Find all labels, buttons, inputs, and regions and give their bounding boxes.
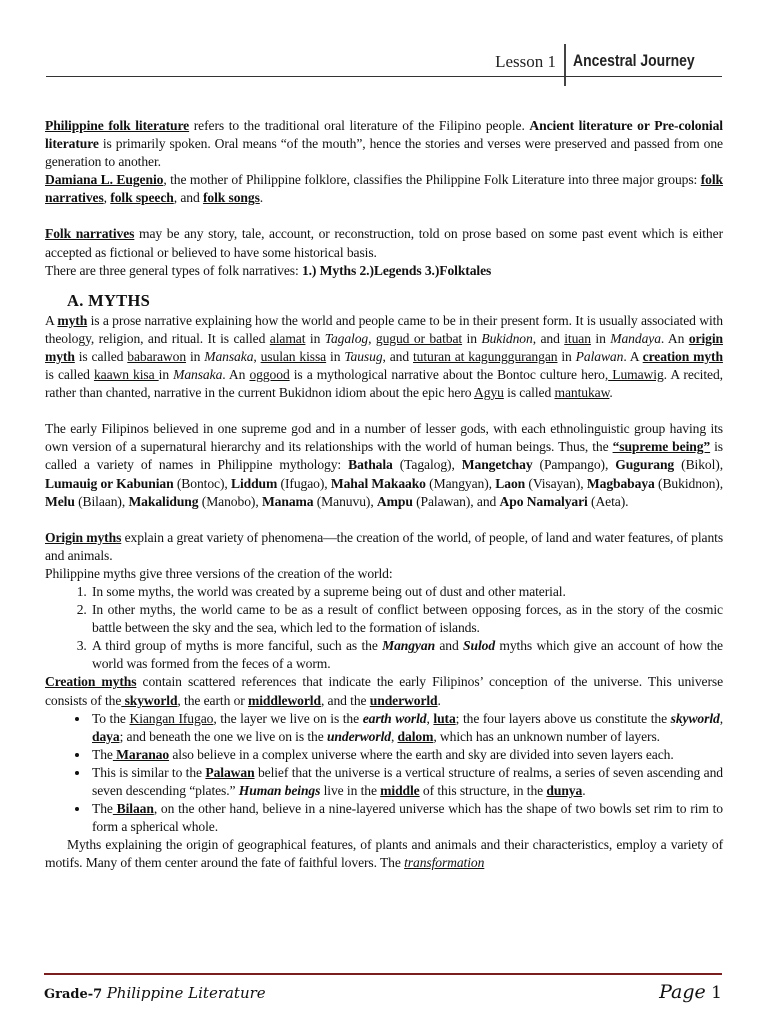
spacer — [45, 280, 723, 290]
text: (Manuvu), — [313, 493, 377, 509]
text: , — [368, 330, 376, 346]
text: (Pampango), — [532, 457, 616, 473]
text: . — [259, 190, 264, 206]
term: “supreme being” — [612, 439, 711, 455]
text: To the — [92, 710, 130, 726]
list-item — [90, 800, 723, 836]
term: dalom — [397, 728, 434, 744]
deity-name: Laon — [495, 475, 526, 491]
text: in — [305, 330, 325, 346]
deity-name: Manama — [261, 493, 314, 509]
text: and — [435, 638, 464, 654]
list-item — [90, 710, 723, 746]
spacer — [45, 402, 723, 420]
text: A third group of myths is more fanciful, such as the — [92, 638, 383, 654]
term: 1.) Myths 2.)Legends 3.)Folktales — [301, 262, 492, 278]
text: This is similar to the — [92, 764, 206, 780]
term: middleworld — [248, 692, 321, 708]
text: is a mythological narrative about the Bontoc culture hero, — [289, 367, 609, 383]
term: origin myth — [45, 330, 723, 364]
text: belief that the universe is a vertical structure of realms, a series of seven ascending and seven descending “plates.” — [92, 764, 723, 798]
term: skyworld — [121, 692, 178, 708]
term: Folk narratives — [45, 226, 135, 242]
origin-paragraph — [45, 529, 723, 565]
term: Damiana L. Eugenio — [45, 172, 164, 188]
text: (Aeta). — [587, 493, 629, 509]
eugenio-paragraph — [45, 171, 723, 207]
page-number: 1 — [705, 983, 722, 1003]
term: usulan kissa — [260, 348, 327, 364]
page-header — [0, 0, 768, 100]
list-item — [90, 583, 723, 601]
text: ; and beneath the one we live on is the — [119, 728, 327, 744]
term: Human beings — [238, 783, 321, 798]
text: Myths explaining the origin of geographical features, of plants and animals and their characteristics, employ a variety of motifs. Many of them center around the fate of faithful lovers. The — [45, 837, 723, 871]
text: of this structure, in the — [419, 783, 547, 798]
text: (Bukidnon), — [654, 475, 724, 491]
list-item — [90, 601, 723, 637]
footer-page — [659, 981, 722, 1003]
text: A — [45, 312, 58, 328]
text: . An — [222, 367, 250, 383]
deity-name: Lumauig or Kabunian — [45, 475, 174, 491]
document-body — [45, 117, 723, 872]
term: Sulod — [463, 638, 496, 654]
text: in — [186, 348, 205, 364]
lesson-label: Lesson 1 — [495, 52, 556, 71]
term: Ancient literature or Pre-colonial literature — [45, 118, 723, 152]
term: folk speech — [110, 190, 174, 206]
term: kaawn kisa — [93, 367, 159, 383]
term: underworld — [369, 692, 438, 708]
term: ituan — [564, 330, 591, 346]
text: , the mother of Philippine folklore, classifies the Philippine Folk Literature into three major groups: — [163, 172, 701, 188]
term: Philippine folk literature — [45, 118, 190, 133]
list-item — [90, 764, 723, 800]
text: (Bikol), — [674, 457, 724, 473]
list-item — [90, 637, 723, 673]
text: (Mangyan), — [425, 475, 496, 491]
text: Bukidnon — [481, 330, 533, 346]
term: oggood — [249, 367, 290, 383]
text: , and the — [320, 692, 370, 708]
text: In other myths, the world came to be as a result of conflict between opposing forces, as in the story of the cosmic battle between the sky and the sea, which led to the formation of islands. — [92, 602, 723, 636]
text: (Bilaan), — [74, 493, 129, 509]
deity-name: Mangetchay — [461, 457, 533, 473]
text: , and — [173, 190, 203, 206]
gods-paragraph — [45, 420, 723, 510]
term: folk songs — [202, 190, 260, 206]
text: Mansaka — [173, 367, 223, 383]
header-rule — [46, 76, 722, 77]
term: Creation myths — [45, 674, 137, 690]
spacer — [45, 511, 723, 529]
text: , — [426, 710, 434, 726]
footer-rule — [44, 973, 722, 975]
intro-paragraph — [45, 117, 723, 171]
text: in — [158, 367, 174, 383]
text: . — [437, 692, 441, 708]
text: (Ifugao), — [277, 475, 331, 491]
term: Lumawig — [608, 367, 664, 383]
term: Kiangan Ifugao — [129, 710, 214, 726]
text: , — [390, 728, 398, 744]
text: , the layer we live on is the — [213, 710, 363, 726]
term: alamat — [269, 330, 306, 346]
text: There are three general types of folk narratives: — [45, 262, 302, 278]
term: myth — [57, 312, 88, 328]
text: is primarily spoken. Oral means “of the mouth”, hence the stories and verses were preserved and passed from one generation to another. — [45, 136, 723, 170]
term: Mangyan — [382, 638, 436, 654]
term: underworld — [326, 728, 391, 744]
narratives-paragraph — [45, 225, 723, 261]
myth-paragraph — [45, 312, 723, 402]
deity-name: Mahal Makaako — [330, 475, 426, 491]
text: Tausug — [344, 348, 383, 364]
narrative-types — [45, 262, 723, 280]
text: , and — [382, 348, 413, 364]
spacer — [45, 207, 723, 225]
term: Origin myths — [45, 529, 122, 545]
text: is called a variety of names in Philippine mythology: — [45, 439, 723, 473]
term: gugud or batbat — [375, 330, 463, 346]
lesson-title: Ancestral Journey — [573, 51, 695, 70]
text: (Visayan), — [525, 475, 587, 491]
term: babarawon — [127, 348, 187, 364]
text: Mandaya — [610, 330, 661, 346]
text: ; the four layers above us constitute the — [455, 710, 671, 726]
text: Mansaka — [204, 348, 254, 364]
text: refers to the traditional oral literature of the Filipino people. — [189, 118, 530, 133]
text: in — [557, 348, 576, 364]
text: , and — [532, 330, 565, 346]
creation-paragraph — [45, 673, 723, 709]
universe-bullet-list — [45, 710, 723, 837]
text: Palawan — [575, 348, 624, 364]
deity-name: Gugurang — [615, 457, 675, 473]
text: (Manobo), — [198, 493, 262, 509]
text: , the earth or — [177, 692, 249, 708]
term: middle — [380, 783, 420, 798]
deity-name: Bathala — [348, 457, 393, 473]
text: , on the other hand, believe in a nine-layered universe which has the shape of two bowls set rim to rim to form a spherical whole. — [92, 801, 723, 835]
text: , — [253, 348, 261, 364]
term: mantukaw — [554, 385, 610, 401]
deity-name: Melu — [45, 493, 75, 509]
term: daya — [92, 728, 120, 744]
text: . An — [660, 330, 689, 346]
text: (Bontoc), — [173, 475, 231, 491]
list-item — [90, 746, 723, 764]
text: is called — [45, 367, 94, 383]
text: (Tagalog), — [392, 457, 462, 473]
grade-label: Grade-7 — [44, 987, 107, 1002]
text: . A — [623, 348, 643, 364]
text: in — [326, 348, 345, 364]
closing-paragraph — [45, 836, 723, 872]
term: Agyu — [474, 385, 504, 401]
text: may be any story, tale, account, or reconstruction, told on prose based on some past event which is either accepted as fictional or believed to have some historical basis. — [45, 226, 723, 260]
page-label: Page — [659, 981, 706, 1003]
creation-versions-list — [45, 583, 723, 673]
term: Palawan — [205, 764, 255, 780]
term: earth world — [362, 710, 427, 726]
text: in — [462, 330, 482, 346]
text: explain a great variety of phenomena—the creation of the world, of people, of land and water features, of plants and animals. — [45, 529, 724, 563]
text: live in the — [320, 783, 381, 798]
text: , — [719, 710, 724, 726]
footer-course — [44, 984, 266, 1002]
text: The — [92, 746, 113, 762]
text: (Palawan), and — [412, 493, 500, 509]
text: myths which give an account of how the world was formed from the feces of a worm. — [92, 638, 723, 672]
text: , — [103, 190, 111, 206]
text: is called — [503, 385, 555, 401]
term: creation myth — [642, 348, 723, 364]
deity-name: Makalidung — [128, 493, 199, 509]
term: dunya — [546, 783, 583, 798]
text: contain scattered references that indicate the early Filipinos’ conception of the universe. This universe consists of the — [45, 674, 724, 708]
text: in — [590, 330, 611, 346]
origin-lead: Philippine myths give three versions of the creation of the world: — [45, 565, 393, 581]
term: skyworld — [670, 710, 720, 726]
term: Bilaan — [112, 801, 154, 817]
term: transformation — [404, 855, 485, 871]
term: folk narratives — [45, 172, 723, 206]
section-heading: A. MYTHS — [67, 290, 151, 310]
text: In some myths, the world was created by a supreme being out of dust and other material. — [92, 583, 566, 599]
text: The — [92, 801, 113, 817]
subject-label: Philippine Literature — [106, 984, 266, 1002]
text: is a prose narrative explaining how the world and people came to be in their present form. It is usually associated with theology, religion, and ritual. It is called — [45, 312, 724, 346]
header-divider — [564, 44, 566, 86]
deity-name: Liddum — [230, 475, 278, 491]
deity-name: Ampu — [376, 493, 413, 509]
text: , which has an unknown number of layers. — [433, 728, 660, 744]
deity-name: Apo Namalyari — [499, 493, 588, 509]
deity-name: Magbabaya — [586, 475, 655, 491]
text: also believe in a complex universe where the earth and sky are divided into seven layers each. — [169, 746, 674, 762]
text: . — [609, 385, 613, 401]
text: Tagalog — [324, 330, 369, 346]
text: The early Filipinos believed in one supreme god and in a number of lesser gods, with each ethnolinguistic group having its own version of a supernatural hierarchy and its relationships with the world of human beings. Thus, the — [45, 421, 723, 455]
term: Maranao — [112, 746, 170, 762]
text: . — [582, 783, 586, 798]
term: luta — [433, 710, 456, 726]
text: . A recited, rather than chanted, narrative in the current Bukidnon idiom about the epic hero — [45, 367, 723, 401]
term: tuturan at kagunggurangan — [413, 348, 558, 364]
text: is called — [74, 348, 128, 364]
